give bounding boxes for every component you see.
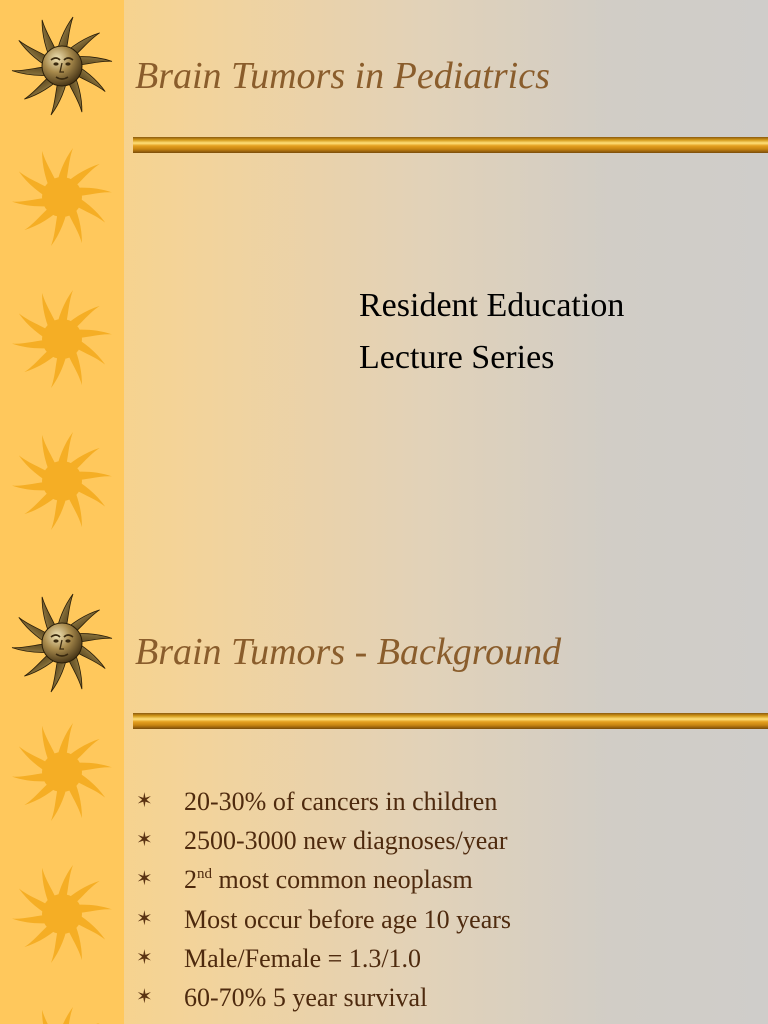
sun-icon (2, 712, 122, 832)
slide-background (0, 577, 768, 1024)
slide-subtitle (359, 280, 624, 384)
subtitle-line: Lecture Series (359, 339, 555, 376)
six-point-star-icon: ✶ (136, 790, 153, 812)
slide-title-heading: Brain Tumors in Pediatrics (135, 55, 550, 97)
bullet-list (136, 782, 511, 1017)
six-point-star-icon: ✶ (136, 868, 153, 891)
bullet-item (136, 821, 511, 860)
sun-icon (2, 854, 122, 974)
bullet-item (136, 900, 511, 939)
six-point-star-icon: ✶ (136, 946, 153, 969)
bullet-prefix: 2 (184, 865, 197, 895)
slide-title-heading: Brain Tumors - Background (135, 631, 562, 673)
six-point-star-icon: ✶ (136, 985, 153, 1008)
sun-strip (0, 577, 124, 1024)
bullet-item (136, 978, 511, 1017)
bullet-item (136, 782, 511, 821)
six-point-star-icon: ✶ (136, 907, 153, 930)
bullet-text: most common neoplasm (212, 865, 473, 895)
gold-divider (133, 137, 768, 153)
sun-icon (2, 996, 122, 1024)
bullet-superscript: nd (197, 866, 212, 883)
gold-divider (133, 713, 768, 729)
subtitle-line: Resident Education (359, 287, 625, 324)
sun-strip (0, 0, 124, 577)
bullet-text: 60-70% 5 year survival (184, 982, 428, 1012)
sun-face-emblem-icon (2, 6, 122, 126)
bullet-item (136, 860, 511, 899)
bullet-item (136, 939, 511, 978)
sun-face-emblem-icon (2, 583, 122, 703)
sun-icon (2, 137, 122, 257)
bullet-text: Most occur before age 10 years (184, 904, 512, 934)
bullet-text: Male/Female = 1.3/1.0 (184, 943, 422, 973)
bullet-text: 20-30% of cancers in children (184, 787, 498, 816)
sun-icon (2, 421, 122, 541)
six-point-star-icon: ✶ (136, 829, 153, 852)
bullet-text: 2500-3000 new diagnoses/year (184, 826, 508, 856)
sun-icon (2, 279, 122, 399)
